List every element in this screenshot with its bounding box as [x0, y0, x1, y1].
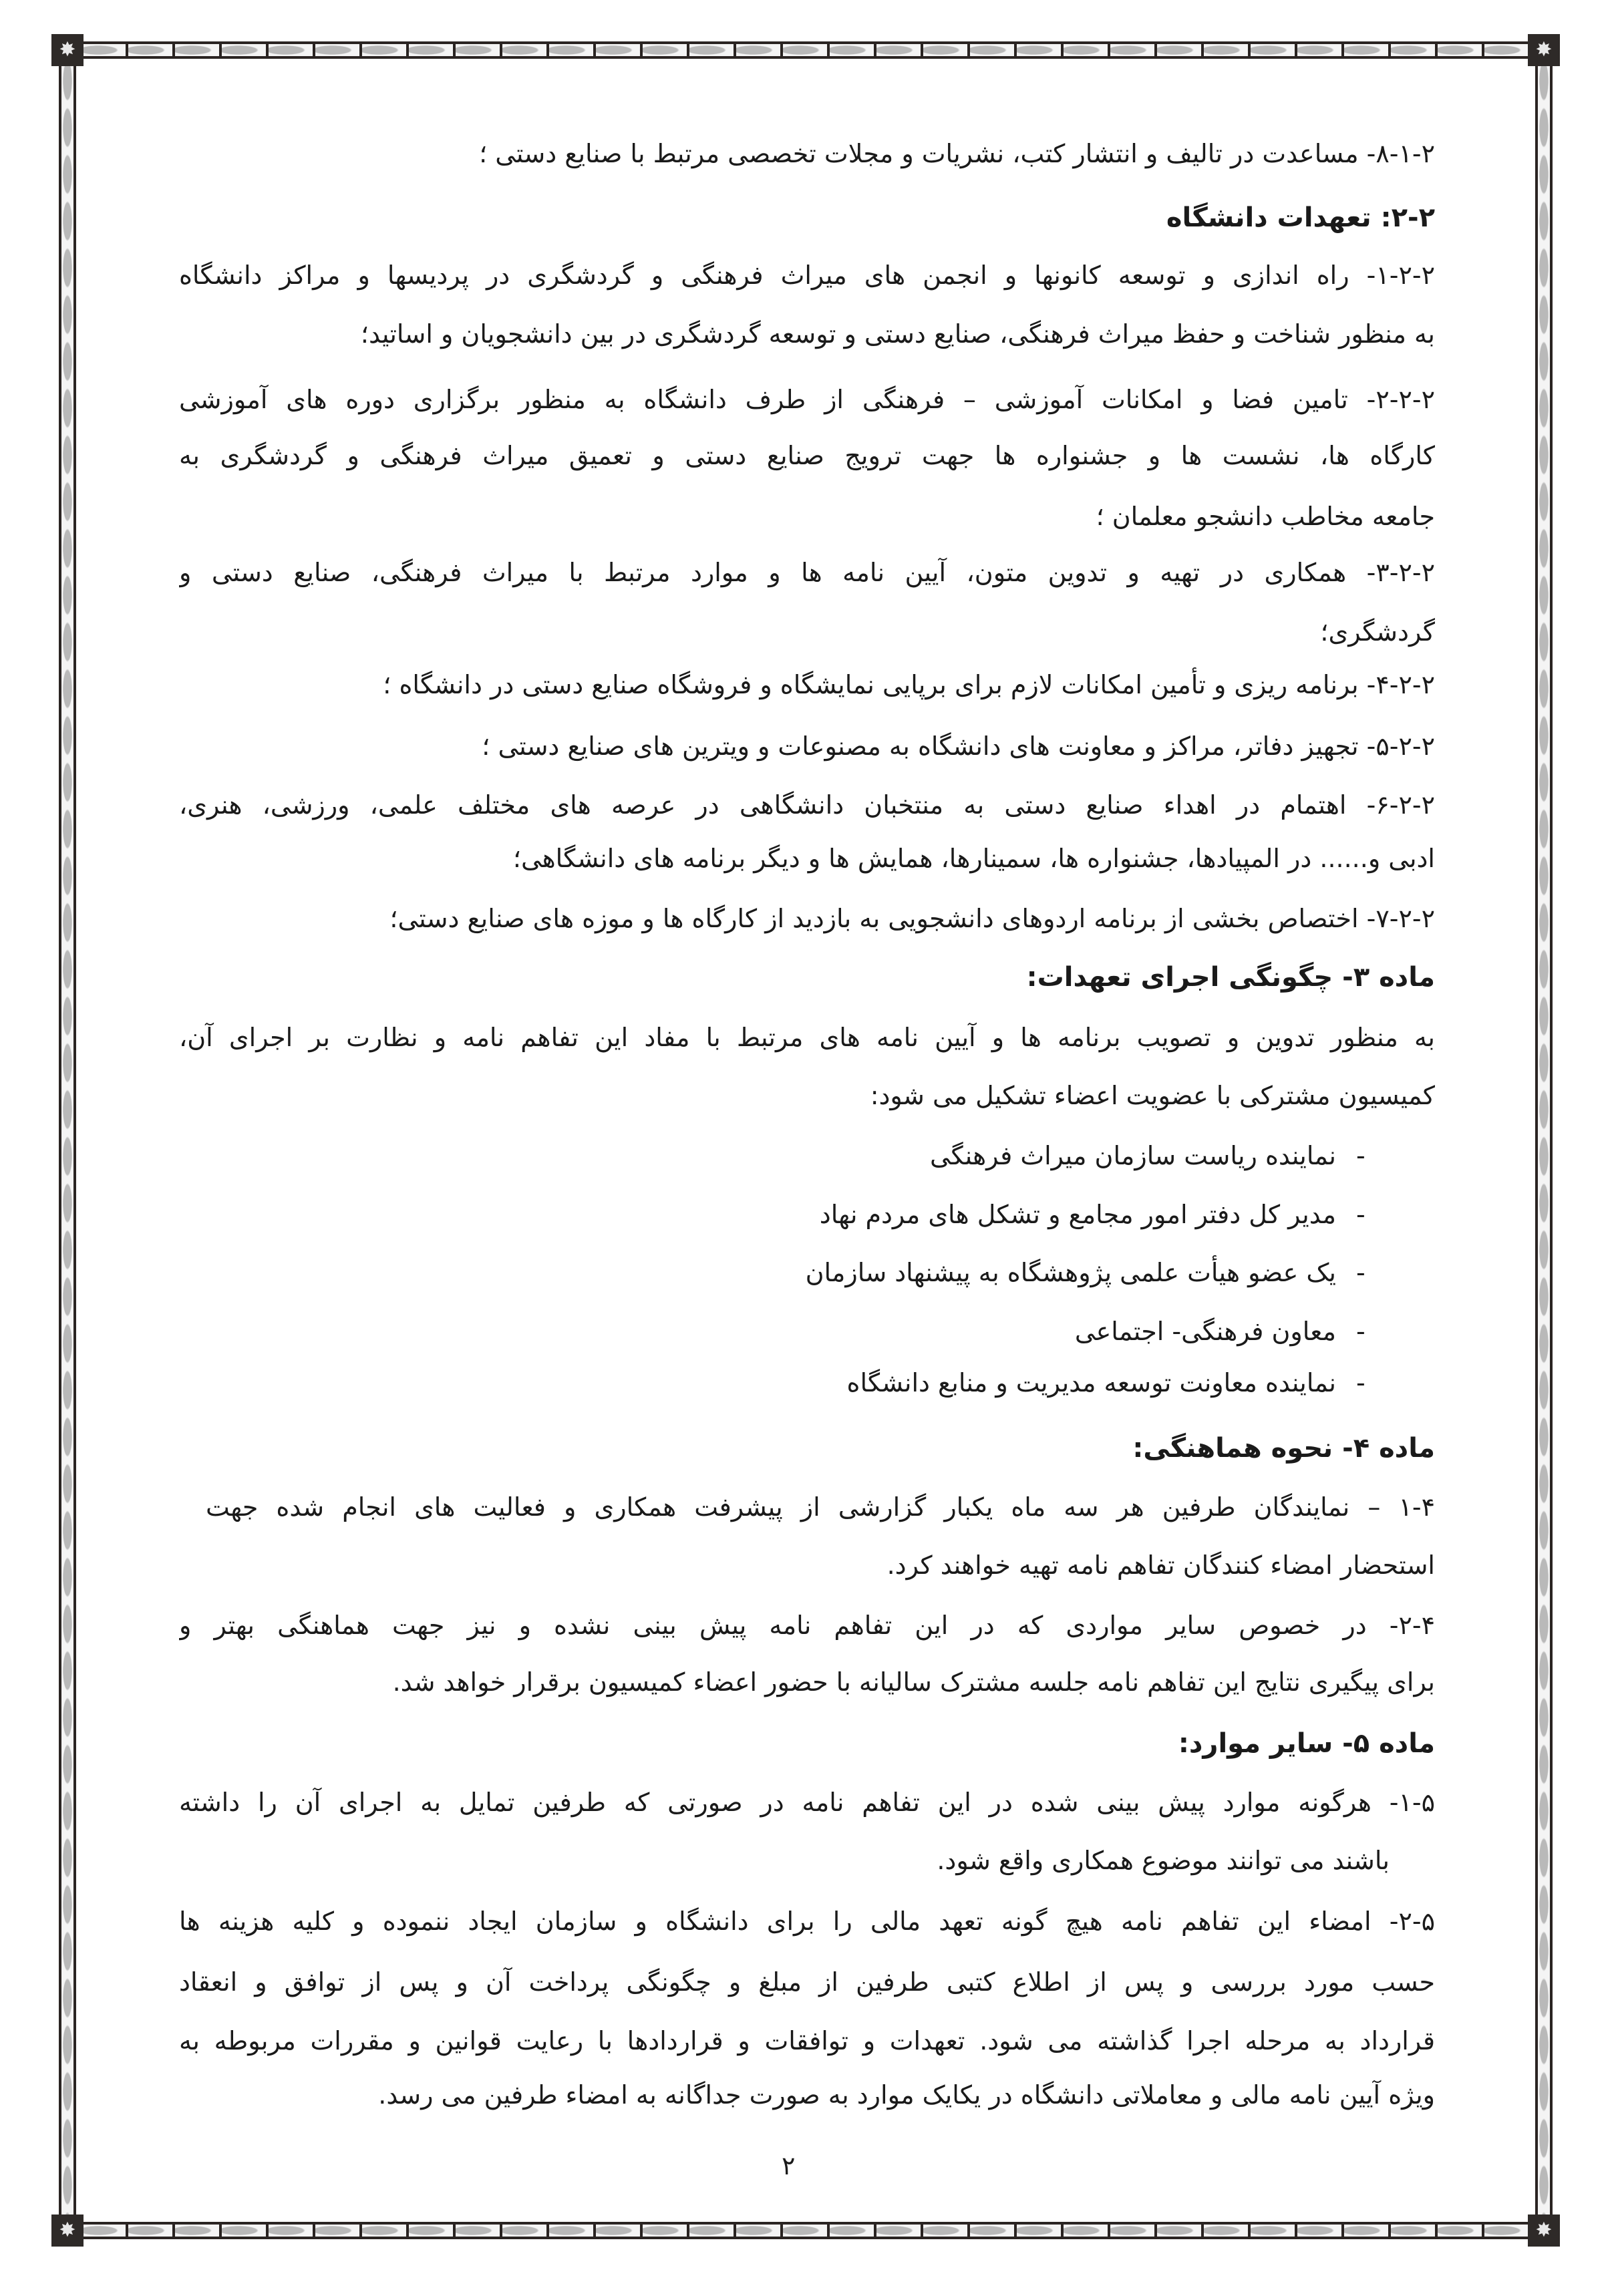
- clause-2-2-1-line1: ۱-۲-۲- راه اندازی و توسعه کانونها و انجمن های میراث فرهنگی و گردشگری در پردیسها و مراکز دانشگاه: [179, 261, 1435, 290]
- list-bullet: -: [1356, 1200, 1365, 1229]
- clause-5-1-line1: ۱-۵- هرگونه موارد پیش بینی شده در این تفاهم نامه در صورتی که طرفین تمایل به اجرای آن را داشته: [179, 1788, 1435, 1817]
- clause-5-2-line2: حسب مورد بررسی و پس از اطلاع کتبی طرفین از مبلغ و چگونگی پرداخت آن و پس از توافق و انعقاد: [179, 1967, 1435, 1997]
- list-bullet: -: [1356, 1368, 1365, 1398]
- clause-2-2-6-line1: ۶-۲-۲- اهتمام در اهداء صنایع دستی به منتخبان دانشگاهی در عرصه های مختلف علمی، ورزشی، هنری،: [179, 790, 1435, 820]
- article-3-heading: ماده ۳- چگونگی اجرای تعهدات:: [1026, 962, 1435, 993]
- corner-ornament-icon: [51, 34, 84, 66]
- clause-5-1-line2: باشند می توانند موضوع همکاری واقع شود.: [937, 1846, 1390, 1875]
- list-bullet: -: [1356, 1141, 1365, 1170]
- clause-2-2-2-line3: جامعه مخاطب دانشجو معلمان ؛: [1096, 502, 1435, 531]
- clause-2-2-3-line2: گردشگری؛: [1320, 617, 1435, 647]
- border-left: [59, 57, 76, 2223]
- clause-2-2-2-line1: ۲-۲-۲- تامین فضا و امکانات آموزشی – فرهنگی از طرف دانشگاه به منظور برگزاری دوره های آموزشی: [179, 385, 1435, 414]
- clause-4-2-line1: ۲-۴- در خصوص سایر مواردی که در این تفاهم نامه پیش بینی نشده و نیز جهت هماهنگی بهتر و: [179, 1611, 1435, 1640]
- clause-2-2-1-line2: به منظور شناخت و حفظ میراث فرهنگی، صنایع دستی و توسعه گردشگری در بین دانشجویان و اساتید؛: [360, 319, 1435, 349]
- clause-2-2-6-line2: ادبی و...... در المپیادها، جشنواره ها، سمینارها، همایش ها و دیگر برنامه های دانشگاهی؛: [512, 844, 1435, 873]
- corner-ornament-icon: [1528, 34, 1560, 66]
- clause-5-2-line4: ویژه آیین نامه مالی و معاملاتی دانشگاه در یکایک موارد به صورت جداگانه به امضاء طرفین می رسد.: [378, 2080, 1435, 2110]
- clause-2-2-7: ۷-۲-۲- اختصاص بخشی از برنامه اردوهای دانشجویی به بازدید از کارگاه ها و موزه های صنایع دستی؛: [389, 904, 1435, 933]
- clause-5-2-line3: قرارداد به مرحله اجرا گذاشته می شود. تعهدات و توافقات و قراردادها با رعایت قوانین و مقررات مربوطه به: [179, 2026, 1435, 2056]
- list-item: نماینده معاونت توسعه مدیریت و منابع دانشگاه: [846, 1368, 1336, 1398]
- list-item: یک عضو هیأت علمی پژوهشگاه به پیشنهاد سازمان: [805, 1258, 1336, 1287]
- list-bullet: -: [1356, 1317, 1365, 1346]
- article-3-intro-line2: کمیسیون مشترکی با عضویت اعضاء تشکیل می شود:: [870, 1081, 1435, 1110]
- corner-ornament-icon: [1528, 2215, 1560, 2247]
- list-item: نماینده ریاست سازمان میراث فرهنگی: [929, 1141, 1336, 1170]
- list-item: مدیر کل دفتر امور مجامع و تشکل های مردم نهاد: [819, 1200, 1336, 1229]
- list-item: معاون فرهنگی- اجتماعی: [1074, 1317, 1336, 1346]
- article-5-heading: ماده ۵- سایر موارد:: [1178, 1728, 1435, 1759]
- list-bullet: -: [1356, 1258, 1365, 1287]
- clause-2-2-2-line2: کارگاه ها، نشست ها و جشنواره ها جهت ترویج صنایع دستی و تعمیق میراث فرهنگی و گردشگری به: [179, 441, 1435, 470]
- border-bottom: [75, 2222, 1537, 2239]
- clause-2-2-3-line1: ۳-۲-۲- همکاری در تهیه و تدوین متون، آیین نامه ها و موارد مرتبط با میراث فرهنگی، صنایع دستی و: [179, 558, 1435, 587]
- clause-4-2-line2: برای پیگیری نتایج این تفاهم نامه جلسه مشترک سالیانه با حضور اعضاء کمیسیون برقرار خواهد شد.: [392, 1667, 1435, 1697]
- clause-2-2-5: ۵-۲-۲- تجهیز دفاتر، مراکز و معاونت های دانشگاه به مصنوعات و ویترین های صنایع دستی ؛: [482, 731, 1435, 761]
- clause-5-2-line1: ۲-۵- امضاء این تفاهم نامه هیچ گونه تعهد مالی را برای دانشگاه و سازمان ایجاد ننموده و کلیه هزینه ها: [179, 1907, 1435, 1936]
- clause-2-1-8: ۸-۱-۲- مساعدت در تالیف و انتشار کتب، نشریات و مجلات تخصصی مرتبط با صنایع دستی ؛: [479, 139, 1435, 168]
- section-heading-2-2: ۲-۲: تعهدات دانشگاه: [1166, 202, 1435, 233]
- article-3-intro-line1: به منظور تدوین و تصویب برنامه ها و آیین نامه های مرتبط با مفاد این تفاهم نامه و نظارت بر اجرای آن،: [179, 1023, 1435, 1052]
- article-4-heading: ماده ۴- نحوه هماهنگی:: [1132, 1433, 1435, 1464]
- clause-2-2-4: ۴-۲-۲- برنامه ریزی و تأمین امکانات لازم برای برپایی نمایشگاه و فروشگاه صنایع دستی در دانشگاه ؛: [383, 670, 1435, 699]
- clause-4-1-line2: استحضار امضاء کنندگان تفاهم نامه تهیه خواهند کرد.: [887, 1550, 1435, 1580]
- corner-ornament-icon: [51, 2215, 84, 2247]
- border-top: [75, 41, 1537, 59]
- border-right: [1535, 57, 1553, 2223]
- page-number: ۲: [782, 2151, 796, 2180]
- clause-4-1-line1: ۱-۴ – نمایندگان طرفین هر سه ماه یکبار گزارشی از پیشرفت همکاری و فعالیت های انجام شده جهت: [206, 1492, 1435, 1522]
